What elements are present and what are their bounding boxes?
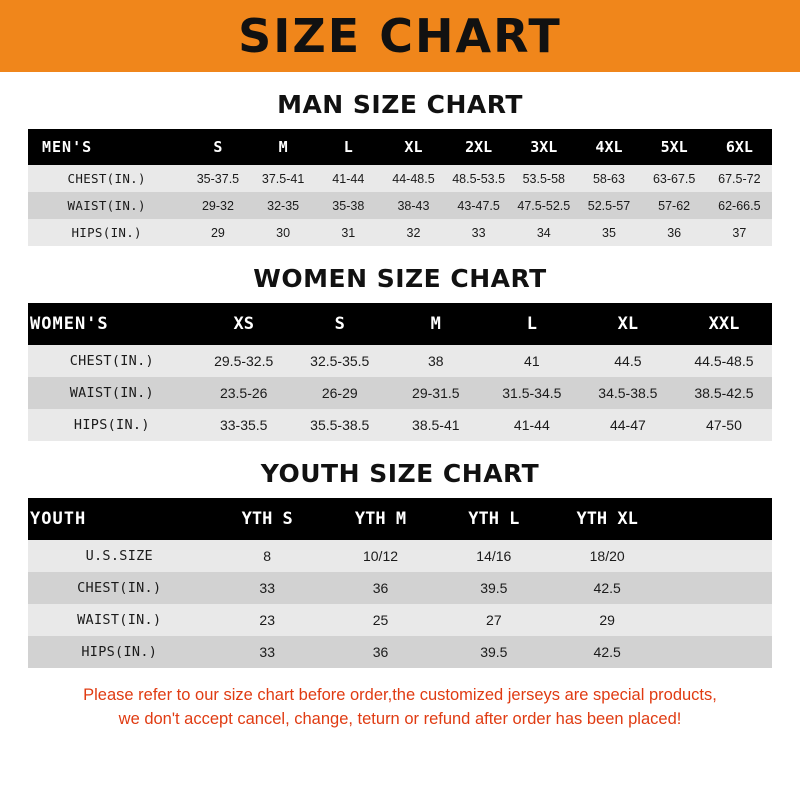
cell: 41-44: [316, 165, 381, 192]
cell: 38: [388, 345, 484, 377]
cell: 36: [324, 572, 437, 604]
cell: 32: [381, 219, 446, 246]
cell: 38.5-42.5: [676, 377, 772, 409]
cell: 34: [511, 219, 576, 246]
cell: 29-32: [185, 192, 250, 219]
cell: 31: [316, 219, 381, 246]
cell: 18/20: [550, 540, 663, 572]
cell: 33: [211, 572, 324, 604]
col-header: 4XL: [595, 138, 623, 156]
cell: 44.5-48.5: [676, 345, 772, 377]
cell: 35-38: [316, 192, 381, 219]
cell: 38.5-41: [388, 409, 484, 441]
cell: 47-50: [676, 409, 772, 441]
row-label: HIPS(IN.): [28, 409, 196, 441]
cell: 62-66.5: [707, 192, 772, 219]
col-header: S: [334, 314, 345, 334]
cell: 47.5-52.5: [511, 192, 576, 219]
cell: 41-44: [484, 409, 580, 441]
col-header: L: [343, 138, 353, 156]
col-header: XS: [233, 314, 254, 334]
cell: 34.5-38.5: [580, 377, 676, 409]
table-row: [28, 572, 772, 604]
cell: 36: [642, 219, 707, 246]
cell: 32.5-35.5: [292, 345, 388, 377]
col-header: YTH M: [354, 509, 407, 529]
men-section-title: MAN SIZE CHART: [277, 90, 523, 119]
col-header: M: [278, 138, 288, 156]
row-label: WAIST(IN.): [28, 192, 185, 219]
cell: 52.5-57: [576, 192, 641, 219]
cell: 58-63: [576, 165, 641, 192]
cell: 42.5: [550, 572, 663, 604]
cell: 67.5-72: [707, 165, 772, 192]
col-header: 2XL: [465, 138, 493, 156]
cell: 37: [707, 219, 772, 246]
cell: 35-37.5: [185, 165, 250, 192]
table-row: [28, 219, 772, 246]
col-header: XL: [404, 138, 423, 156]
cell: 27: [437, 604, 550, 636]
cell: 10/12: [324, 540, 437, 572]
table-row: [28, 540, 772, 572]
table-header-row: [28, 129, 772, 165]
chart-content: [0, 90, 800, 732]
cell: 44-47: [580, 409, 676, 441]
row-label: WAIST(IN.): [28, 604, 211, 636]
cell: 36: [324, 636, 437, 668]
women-size-table: [28, 303, 772, 441]
row-label: HIPS(IN.): [28, 636, 211, 668]
table-row: [28, 165, 772, 192]
note-line-2: we don't accept cancel, change, teturn or refund after order has been placed!: [118, 709, 682, 728]
cell-spacer: [664, 636, 772, 668]
col-header: 3XL: [530, 138, 558, 156]
cell: 39.5: [437, 636, 550, 668]
women-section: [28, 264, 772, 441]
cell-spacer: [664, 572, 772, 604]
women-section-title: WOMEN SIZE CHART: [253, 264, 547, 293]
cell: 26-29: [292, 377, 388, 409]
cell: 39.5: [437, 572, 550, 604]
cell: 53.5-58: [511, 165, 576, 192]
col-header: 6XL: [725, 138, 753, 156]
row-label: U.S.SIZE: [28, 540, 211, 572]
cell: 23.5-26: [196, 377, 292, 409]
cell-spacer: [664, 540, 772, 572]
cell: 30: [251, 219, 316, 246]
row-label: WAIST(IN.): [28, 377, 196, 409]
col-header: S: [213, 138, 223, 156]
page-title: SIZE CHART: [238, 9, 562, 63]
col-header: YTH L: [468, 509, 520, 529]
cell: 44-48.5: [381, 165, 446, 192]
col-header: YTH S: [241, 509, 293, 529]
col-header: 5XL: [660, 138, 688, 156]
cell: 33: [211, 636, 324, 668]
cell: 31.5-34.5: [484, 377, 580, 409]
order-policy-note: [28, 684, 772, 732]
men-size-table: [28, 129, 772, 246]
row-label: CHEST(IN.): [28, 165, 185, 192]
col-header: MEN'S: [42, 138, 93, 156]
table-row: [28, 192, 772, 219]
note-line-1: Please refer to our size chart before order,the customized jerseys are special products,: [83, 686, 717, 704]
cell: 29-31.5: [388, 377, 484, 409]
youth-section: [28, 459, 772, 668]
cell: 57-62: [642, 192, 707, 219]
youth-size-table: [28, 498, 772, 668]
col-header-spacer: [664, 498, 772, 540]
cell: 14/16: [437, 540, 550, 572]
table-row: [28, 409, 772, 441]
row-label: HIPS(IN.): [28, 219, 185, 246]
col-header: XL: [617, 314, 639, 334]
table-header-row: [28, 303, 772, 345]
header-banner: [0, 0, 800, 72]
table-header-row: [28, 498, 772, 540]
col-header: WOMEN'S: [30, 314, 109, 334]
col-header: L: [526, 314, 537, 334]
cell: 32-35: [251, 192, 316, 219]
row-label: CHEST(IN.): [28, 345, 196, 377]
cell: 35.5-38.5: [292, 409, 388, 441]
table-row: [28, 604, 772, 636]
cell: 41: [484, 345, 580, 377]
cell: 63-67.5: [642, 165, 707, 192]
col-header: YTH XL: [576, 509, 638, 529]
cell: 29: [550, 604, 663, 636]
table-row: [28, 636, 772, 668]
row-label: CHEST(IN.): [28, 572, 211, 604]
cell: 29: [185, 219, 250, 246]
cell: 37.5-41: [251, 165, 316, 192]
cell: 38-43: [381, 192, 446, 219]
col-header: M: [430, 314, 441, 334]
cell: 25: [324, 604, 437, 636]
youth-section-title: YOUTH SIZE CHART: [260, 459, 540, 488]
table-row: [28, 377, 772, 409]
men-section: [28, 90, 772, 246]
cell: 44.5: [580, 345, 676, 377]
cell: 29.5-32.5: [196, 345, 292, 377]
cell-spacer: [664, 604, 772, 636]
cell: 42.5: [550, 636, 663, 668]
cell: 8: [211, 540, 324, 572]
col-header: XXL: [708, 314, 740, 334]
cell: 43-47.5: [446, 192, 511, 219]
cell: 48.5-53.5: [446, 165, 511, 192]
table-row: [28, 345, 772, 377]
cell: 23: [211, 604, 324, 636]
cell: 33-35.5: [196, 409, 292, 441]
cell: 33: [446, 219, 511, 246]
col-header: YOUTH: [30, 509, 87, 529]
cell: 35: [576, 219, 641, 246]
